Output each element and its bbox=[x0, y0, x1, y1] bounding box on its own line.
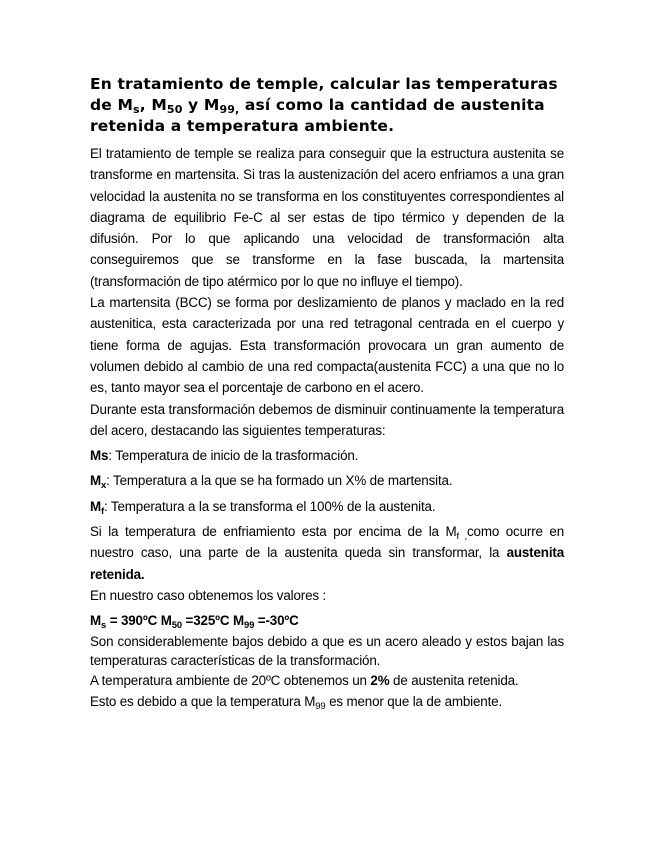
document-page bbox=[90, 74, 564, 712]
retained-text: como ocurre en nuestro caso, una parte de la austenita queda sin transformar, la bbox=[90, 524, 564, 561]
paragraph-temple: El tratamiento de temple se realiza para conseguir que la estructura austenita se transforme en martensita. Si tras la austenización del acero enfriamos a una gran velocidad la austenita no se transforma en los constituyentes correspondientes al diagrama de equilibrio Fe-C al ser estas de tipo térmico y dependen de la difusión. Por lo que aplicando una velocidad de transformación alta conseguiremos que se transforme en la fase buscada, la martensita (transformación de tipo atérmico por lo que no influye el tiempo). bbox=[90, 146, 564, 289]
paragraph-austenita-retenida bbox=[90, 521, 564, 585]
title-text: , M bbox=[139, 96, 167, 114]
definition-mf bbox=[90, 496, 564, 517]
value-m50-sub: 50 bbox=[171, 620, 182, 632]
value-m99-sub: 99 bbox=[243, 620, 255, 632]
conclusion-text: es menor que la de ambiente. bbox=[325, 693, 503, 709]
paragraph-transformacion: Durante esta transformación debemos de disminuir continuamente la temperatura del acero, destacando las siguientes temperaturas: bbox=[90, 401, 564, 438]
conclusion-ambiente bbox=[90, 670, 564, 691]
retained-text: Si la temperatura de enfriamiento esta por encima de la M bbox=[90, 524, 457, 540]
paragraph-martensita: La martensita (BCC) se forma por deslizamiento de planos y maclado en la red austenitica, esta caracterizada por una red tetragonal centrada en el cuerpo y tiene forma de agujas. Esta transformación provocara un gran aumento de volumen debido al cambio de una red compacta(austenita FCC) a una que no lo es, tanto mayor sea el porcentaje de carbono en el acero. bbox=[90, 295, 564, 396]
document-title bbox=[90, 74, 564, 137]
definition-mx bbox=[90, 470, 564, 491]
definition-mf-label: M bbox=[90, 498, 102, 514]
value-ms-sub: s bbox=[101, 620, 107, 632]
conclusion-bold: 2% bbox=[370, 672, 390, 688]
definition-ms-label: Ms bbox=[90, 448, 109, 464]
conclusion-m99 bbox=[90, 691, 564, 712]
definition-mx-text: : Temperatura a la que se ha formado un X% de martensita. bbox=[106, 473, 453, 489]
title-sub-s: s bbox=[133, 103, 140, 116]
definition-mf-sub: f bbox=[101, 505, 105, 517]
definition-mf-text: : Temperatura a la se transforma el 100% de la austenita. bbox=[104, 498, 436, 514]
value-m99: =-30ºC bbox=[254, 613, 299, 629]
values-intro: En nuestro caso obtenemos los valores : bbox=[90, 587, 327, 603]
conclusion-bajos: Son considerablemente bajos debido a que es un acero aleado y estos bajan las temperaturas características de la transformación. bbox=[90, 633, 564, 668]
values-line bbox=[90, 610, 564, 631]
title-text: así como la cantidad de austenita retenida a temperatura ambiente. bbox=[90, 96, 545, 135]
retained-sub-f: f , bbox=[456, 531, 467, 543]
definition-mx-label: M bbox=[90, 473, 102, 489]
definition-mx-sub: x bbox=[101, 480, 107, 492]
title-text: y M bbox=[182, 96, 220, 114]
retained-bold: austenita retenida. bbox=[90, 545, 564, 582]
value-m50: =325ºC M bbox=[181, 613, 244, 629]
definition-ms bbox=[90, 445, 564, 466]
conclusion-text: de austenita retenida. bbox=[389, 672, 519, 688]
definition-ms-text: : Temperatura de inicio de la trasformación. bbox=[108, 448, 359, 464]
conclusion-sub-99: 99 bbox=[315, 700, 326, 712]
title-sub-99: 99, bbox=[219, 103, 240, 116]
conclusion-text: Esto es debido a que la temperatura M bbox=[90, 693, 316, 709]
title-text: En tratamiento de temple, calcular las temperaturas de M bbox=[90, 75, 558, 114]
title-sub-50: 50 bbox=[166, 103, 183, 116]
value-ms-label: M bbox=[90, 613, 102, 629]
conclusion-text: A temperatura ambiente de 20ºC obtenemos un bbox=[90, 672, 371, 688]
value-ms: = 390ºC M bbox=[106, 613, 172, 629]
